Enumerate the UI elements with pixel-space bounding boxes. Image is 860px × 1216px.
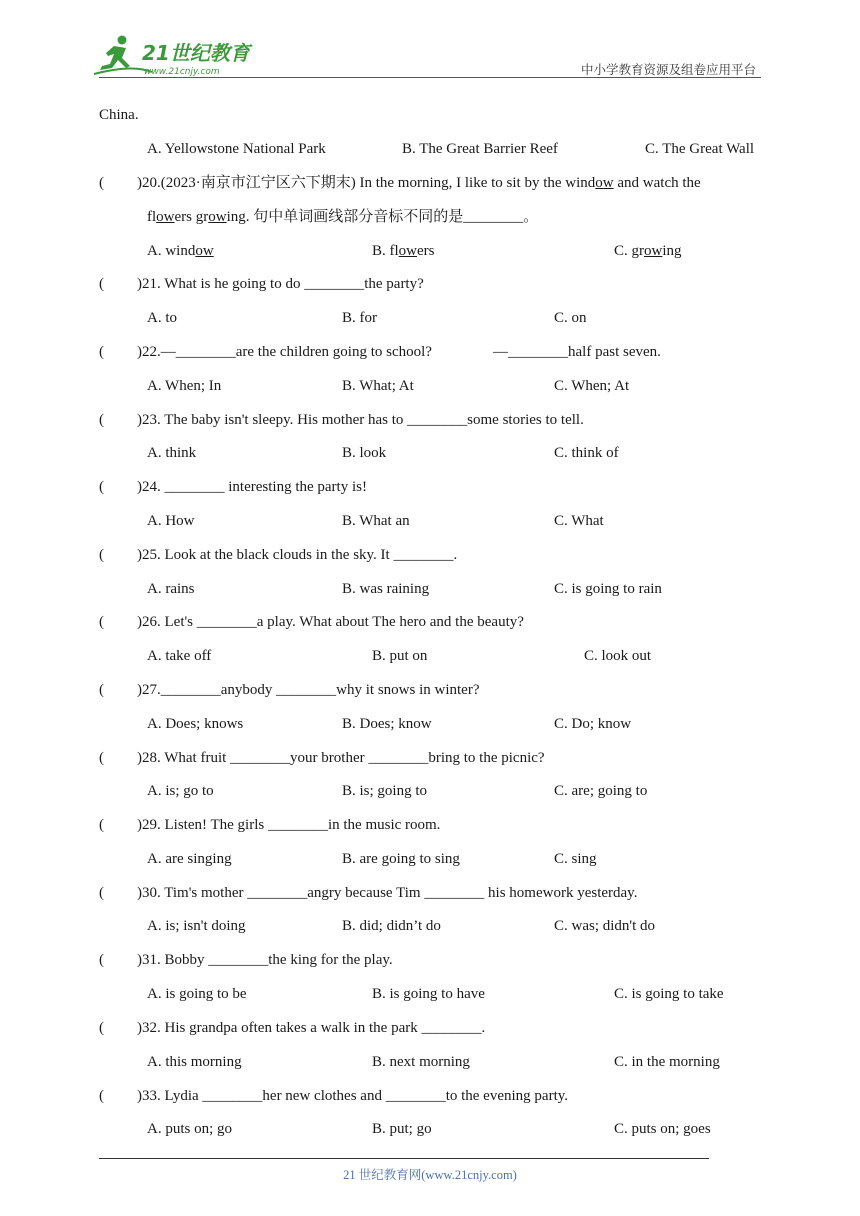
question-27 bbox=[0, 679, 860, 701]
stem-part: ing. 句中单词画线部分音标不同的是________。 bbox=[226, 209, 539, 225]
question-stem bbox=[137, 172, 701, 194]
question-stem: )22.—________are the children going to school? bbox=[137, 344, 432, 360]
answer-paren: ( bbox=[99, 817, 104, 833]
question-32 bbox=[0, 1017, 860, 1039]
question-stem: )27.________anybody ________why it snows in winter? bbox=[137, 682, 480, 698]
question-20-cont bbox=[0, 206, 860, 228]
option-a: A. Yellowstone National Park bbox=[147, 141, 326, 157]
question-33-options bbox=[0, 1118, 860, 1140]
underlined-letters: ow bbox=[208, 209, 227, 225]
option-a: A. is; go to bbox=[147, 783, 214, 799]
question-23-options bbox=[0, 442, 860, 464]
question-stem: )28. What fruit ________your brother ________bring to the picnic? bbox=[137, 750, 545, 766]
logo-url: www.21cnjy.com bbox=[144, 67, 220, 77]
question-stem-reply: —________half past seven. bbox=[493, 344, 661, 360]
question-25 bbox=[0, 544, 860, 566]
option-part: A. wind bbox=[147, 243, 196, 259]
option-b: B. What an bbox=[342, 513, 410, 529]
underlined-letters: ow bbox=[644, 243, 663, 259]
option-b: B. What; At bbox=[342, 378, 414, 394]
option-b: B. The Great Barrier Reef bbox=[402, 141, 558, 157]
underlined-letters: ow bbox=[398, 243, 418, 259]
platform-title: 中小学教育资源及组卷应用平台 bbox=[580, 62, 756, 77]
option-a: A. puts on; go bbox=[147, 1121, 233, 1137]
option-c: C. is going to take bbox=[614, 986, 724, 1002]
question-21-options bbox=[0, 307, 860, 329]
option-a: A. this morning bbox=[147, 1054, 242, 1070]
option-c: C. sing bbox=[554, 851, 597, 867]
question-29-options bbox=[0, 848, 860, 870]
header-divider bbox=[99, 77, 761, 78]
question-27-options bbox=[0, 713, 860, 735]
question-31 bbox=[0, 949, 860, 971]
underlined-letters: ow bbox=[156, 209, 175, 225]
option-a bbox=[147, 240, 214, 262]
option-b: B. did; didn’t do bbox=[342, 918, 441, 934]
option-a: A. is going to be bbox=[147, 986, 247, 1002]
option-c: C. What bbox=[554, 513, 604, 529]
option-a: A. think bbox=[147, 445, 197, 461]
option-part: B. fl bbox=[372, 243, 399, 259]
option-a: A. How bbox=[147, 513, 195, 529]
answer-paren: ( bbox=[99, 175, 104, 191]
question-stem: )29. Listen! The girls ________in the music room. bbox=[137, 817, 441, 833]
option-b: B. for bbox=[342, 310, 377, 326]
option-c: C. in the morning bbox=[614, 1054, 720, 1070]
question-stem: )30. Tim's mother ________angry because Tim ________ his homework yesterday. bbox=[137, 885, 638, 901]
option-b: B. is; going to bbox=[342, 783, 428, 799]
answer-paren: ( bbox=[99, 682, 104, 698]
option-c: C. on bbox=[554, 310, 587, 326]
question-26-options bbox=[0, 645, 860, 667]
question-stem: )32. His grandpa often takes a walk in the park ________. bbox=[137, 1020, 486, 1036]
option-c: C. puts on; goes bbox=[614, 1121, 711, 1137]
option-c: C. are; going to bbox=[554, 783, 648, 799]
answer-paren: ( bbox=[99, 1020, 104, 1036]
continuation-options bbox=[0, 138, 860, 160]
answer-paren: ( bbox=[99, 885, 104, 901]
answer-paren: ( bbox=[99, 344, 104, 360]
option-a: A. take off bbox=[147, 648, 212, 664]
answer-paren: ( bbox=[99, 547, 104, 563]
question-30-options bbox=[0, 915, 860, 937]
question-22 bbox=[0, 341, 860, 363]
question-24-options bbox=[0, 510, 860, 532]
option-b: B. Does; know bbox=[342, 716, 432, 732]
option-c: C. Do; know bbox=[554, 716, 632, 732]
question-24 bbox=[0, 476, 860, 498]
option-b: B. was raining bbox=[342, 581, 430, 597]
stem-part: )20.(2023·南京市江宁区六下期末) In the morning, I like to sit by the wind bbox=[137, 175, 596, 191]
question-stem: )25. Look at the black clouds in the sky. It ________. bbox=[137, 547, 458, 563]
answer-paren: ( bbox=[99, 614, 104, 630]
question-20-options bbox=[0, 240, 860, 262]
option-a: A. is; isn't doing bbox=[147, 918, 246, 934]
question-stem: )21. What is he going to do ________the party? bbox=[137, 276, 424, 292]
underlined-letters: ow bbox=[195, 243, 214, 259]
question-31-options bbox=[0, 983, 860, 1005]
question-25-options bbox=[0, 578, 860, 600]
question-stem: )26. Let's ________a play. What about The hero and the beauty? bbox=[137, 614, 524, 630]
option-b: B. is going to have bbox=[372, 986, 485, 1002]
option-a: A. rains bbox=[147, 581, 195, 597]
question-stem: )23. The baby isn't sleepy. His mother has to ________some stories to tell. bbox=[137, 412, 584, 428]
continuation-text: China. bbox=[99, 107, 139, 123]
footer-divider bbox=[99, 1158, 709, 1159]
question-32-options bbox=[0, 1051, 860, 1073]
option-a: A. When; In bbox=[147, 378, 222, 394]
option-part: ers bbox=[417, 243, 435, 259]
option-a: A. to bbox=[147, 310, 177, 326]
option-c: C. think of bbox=[554, 445, 619, 461]
question-23 bbox=[0, 409, 860, 431]
option-a: A. are singing bbox=[147, 851, 232, 867]
question-stem: )31. Bobby ________the king for the play. bbox=[137, 952, 393, 968]
option-c: C. is going to rain bbox=[554, 581, 662, 597]
answer-paren: ( bbox=[99, 412, 104, 428]
answer-paren: ( bbox=[99, 952, 104, 968]
option-part: C. gr bbox=[614, 243, 644, 259]
option-a: A. Does; knows bbox=[147, 716, 244, 732]
stem-part: and watch the bbox=[613, 175, 701, 191]
question-29 bbox=[0, 814, 860, 836]
option-c: C. look out bbox=[584, 648, 652, 664]
answer-paren: ( bbox=[99, 479, 104, 495]
option-b: B. are going to sing bbox=[342, 851, 460, 867]
page-header bbox=[0, 0, 860, 80]
question-stem-cont bbox=[147, 206, 538, 228]
option-b: B. put on bbox=[372, 648, 428, 664]
question-30 bbox=[0, 882, 860, 904]
option-c: C. was; didn't do bbox=[554, 918, 656, 934]
question-20 bbox=[0, 172, 860, 194]
logo bbox=[92, 34, 262, 78]
question-28 bbox=[0, 747, 860, 769]
option-c: C. When; At bbox=[554, 378, 630, 394]
question-stem: )33. Lydia ________her new clothes and ________to the evening party. bbox=[137, 1088, 569, 1104]
question-33 bbox=[0, 1085, 860, 1107]
option-b bbox=[372, 240, 435, 262]
option-b: B. next morning bbox=[372, 1054, 470, 1070]
answer-paren: ( bbox=[99, 750, 104, 766]
question-28-options bbox=[0, 780, 860, 802]
question-21 bbox=[0, 273, 860, 295]
underlined-letters: ow bbox=[595, 175, 614, 191]
question-26 bbox=[0, 611, 860, 633]
logo-text: 21世纪教育 bbox=[142, 41, 250, 65]
stem-part: fl bbox=[147, 209, 157, 225]
option-c: C. The Great Wall bbox=[645, 141, 755, 157]
option-c bbox=[614, 240, 682, 262]
continuation-line bbox=[0, 104, 860, 126]
answer-paren: ( bbox=[99, 276, 104, 292]
option-part: ing bbox=[662, 243, 682, 259]
option-b: B. put; go bbox=[372, 1121, 432, 1137]
question-stem: )24. ________ interesting the party is! bbox=[137, 479, 367, 495]
question-22-options bbox=[0, 375, 860, 397]
stem-part: ers gr bbox=[174, 209, 209, 225]
option-b: B. look bbox=[342, 445, 387, 461]
answer-paren: ( bbox=[99, 1088, 104, 1104]
footer-link[interactable]: 21 世纪教育网(www.21cnjy.com) bbox=[343, 1168, 517, 1182]
